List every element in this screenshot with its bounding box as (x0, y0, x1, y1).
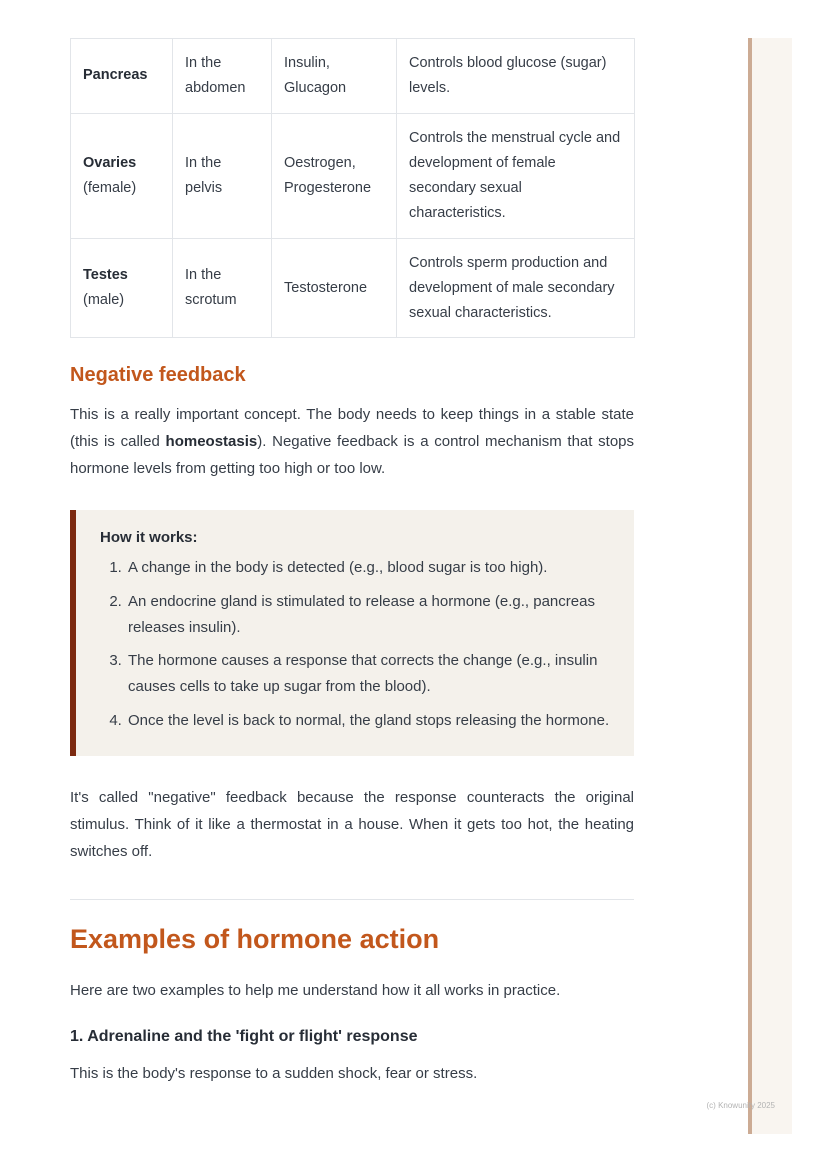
table-cell-hormones: Oestrogen, Progesterone (272, 113, 397, 238)
how-it-works-steps-list (100, 555, 610, 734)
hormone-glands-table (70, 38, 635, 338)
table-row-testes (71, 238, 635, 338)
step-item: 2. An endocrine gland is stimulated to release a hormone (e.g., pancreas releases insulin). (126, 589, 610, 642)
examples-heading: Examples of hormone action (70, 923, 440, 954)
table-cell-location: In the abdomen (173, 39, 272, 114)
table-cell-hormones: Insulin, Glucagon (272, 39, 397, 114)
gland-name: Testes (83, 267, 128, 284)
page-edge-line (748, 38, 752, 1134)
section-divider (70, 899, 634, 900)
step-item: 4. Once the level is back to normal, the gland stops releasing the hormone. (126, 708, 610, 734)
table-cell-function: Controls blood glucose (sugar) levels. (397, 39, 635, 114)
paragraph-text: This is a really important concept. The body needs to keep things in a stable state (this is called (70, 406, 634, 451)
adrenaline-paragraph: This is the body's response to a sudden shock, fear or stress. (70, 1064, 478, 1082)
table-cell-gland (71, 39, 173, 114)
step-item: 3. The hormone causes a response that corrects the change (e.g., insulin causes cells to take up sugar from the blood). (126, 648, 610, 701)
table-cell-location: In the pelvis (173, 113, 272, 238)
table-row-pancreas (71, 39, 635, 114)
callout-title: How it works: (100, 529, 198, 547)
gland-name: Pancreas (83, 67, 148, 84)
adrenaline-sub-heading: 1. Adrenaline and the 'fight or flight' response (70, 1027, 418, 1045)
table-cell-hormones: Testosterone (272, 238, 397, 338)
step-item: 1. A change in the body is detected (e.g., blood sugar is too high). (126, 555, 610, 581)
page-edge-background (752, 38, 792, 1134)
table-row-ovaries (71, 113, 635, 238)
table-cell-function: Controls sperm production and development of male secondary sexual characteristics. (397, 238, 635, 338)
negative-feedback-explanation-paragraph: It's called "negative" feedback because the response counteracts the original stimulus. Think of it like a thermostat in a house. When it gets too hot, the heating switches off. (70, 788, 634, 860)
how-it-works-callout (70, 510, 634, 756)
table-cell-location: In the scrotum (173, 238, 272, 338)
examples-intro-paragraph: Here are two examples to help me understand how it all works in practice. (70, 981, 561, 999)
document-content (70, 38, 634, 1101)
negative-feedback-heading: Negative feedback (70, 364, 246, 387)
table-cell-gland (71, 113, 173, 238)
homeostasis-bold-term: homeostasis (165, 433, 258, 451)
gland-sub: (male) (83, 292, 125, 309)
negative-feedback-intro-paragraph (70, 401, 634, 482)
gland-sub: (female) (83, 179, 137, 196)
copyright-notice: (c) Knowunity 2025 (706, 1101, 775, 1110)
paragraph-text: ). Negative feedback is a control mechanism that stops hormone levels from getting too high or too low. (70, 433, 634, 478)
gland-name: Ovaries (83, 154, 137, 171)
table-cell-gland (71, 238, 173, 338)
table-cell-function: Controls the menstrual cycle and development of female secondary sexual characteristics. (397, 113, 635, 238)
